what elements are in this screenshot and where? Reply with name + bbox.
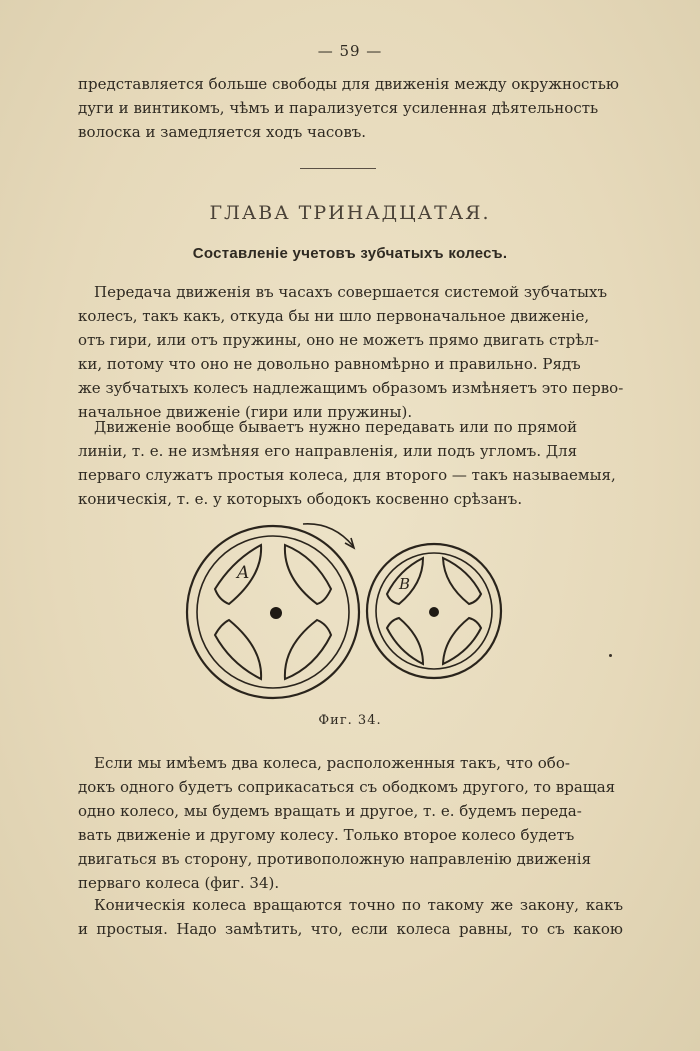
rotation-arrow — [303, 524, 354, 548]
text-line: волоска и замедляется ходъ часовъ. — [78, 123, 367, 141]
text-line: одно колесо, мы будемъ вращать и другое, т. е. будемъ переда- — [78, 802, 582, 820]
paragraph-2 — [78, 415, 623, 511]
text-line: Коническія колеса вращаются точно по такому же закону, какъ — [94, 896, 623, 914]
wheel-b-label: B — [399, 575, 411, 593]
wheel-a-label: A — [237, 563, 250, 583]
paragraph-1 — [78, 280, 623, 424]
paragraph-4 — [78, 893, 623, 941]
text-line: Передача движенія въ часахъ совершается системой зубчатыхъ — [94, 283, 607, 301]
text-line: колесъ, такъ какъ, откуда бы ни шло первоначальное движеніе, — [78, 307, 590, 325]
text-line: Движеніе вообще бываетъ нужно передавать или по прямой — [94, 418, 578, 436]
ink-speck — [609, 654, 612, 657]
section-title: Составленіе учетовъ зубчатыхъ колесъ. — [192, 245, 508, 262]
text-line: линіи, т. е. не измѣняя его направленія, или подъ угломъ. Для — [78, 442, 578, 460]
text-line: ки, потому что оно не довольно равномѣрно и правильно. Рядъ — [78, 355, 581, 373]
wheel-a-hub — [270, 607, 282, 619]
section-divider — [300, 168, 376, 169]
figure-caption: Фиг. 34. — [318, 713, 382, 728]
text-line: отъ гири, или отъ пружины, оно не можетъ прямо двигать стрѣл- — [78, 331, 599, 349]
text-line: перваго служатъ простыя колеса, для второго — такъ называемыя, — [78, 466, 616, 484]
chapter-heading: ГЛАВА ТРИНАДЦАТАЯ. — [209, 202, 491, 224]
text-line: перваго колеса (фиг. 34). — [78, 874, 280, 892]
text-line: начальное движеніе (гири или пружины). — [78, 403, 413, 421]
text-line: же зубчатыхъ колесъ надлежащимъ образомъ измѣняетъ это перво- — [78, 379, 623, 397]
text-line: коническія, т. е. у которыхъ ободокъ косвенно срѣзанъ. — [78, 490, 523, 508]
gear-wheels-figure — [185, 512, 515, 702]
text-line: двигаться въ сторону, противоположную направленію движенія — [78, 850, 592, 868]
text-line: докъ одного будетъ соприкасаться съ ободкомъ другого, то вращая — [78, 778, 616, 796]
text-line: вать движеніе и другому колесу. Только второе колесо будетъ — [78, 826, 575, 844]
paragraph-3 — [78, 751, 623, 895]
text-line: и простыя. Надо замѣтить, что, если колеса равны, то съ какою — [78, 920, 623, 938]
page-number: — 59 — — [317, 42, 383, 60]
wheel-b-hub — [429, 607, 439, 617]
text-line: Если мы имѣемъ два колеса, расположенныя такъ, что обо- — [94, 754, 570, 772]
gear-wheels-illustration — [185, 512, 515, 702]
text-line: представляется больше свободы для движенія между окружностью — [78, 75, 619, 93]
text-line: дуги и винтикомъ, чѣмъ и парализуется усиленная дѣятельность — [78, 99, 599, 117]
intro-paragraph — [78, 72, 623, 144]
